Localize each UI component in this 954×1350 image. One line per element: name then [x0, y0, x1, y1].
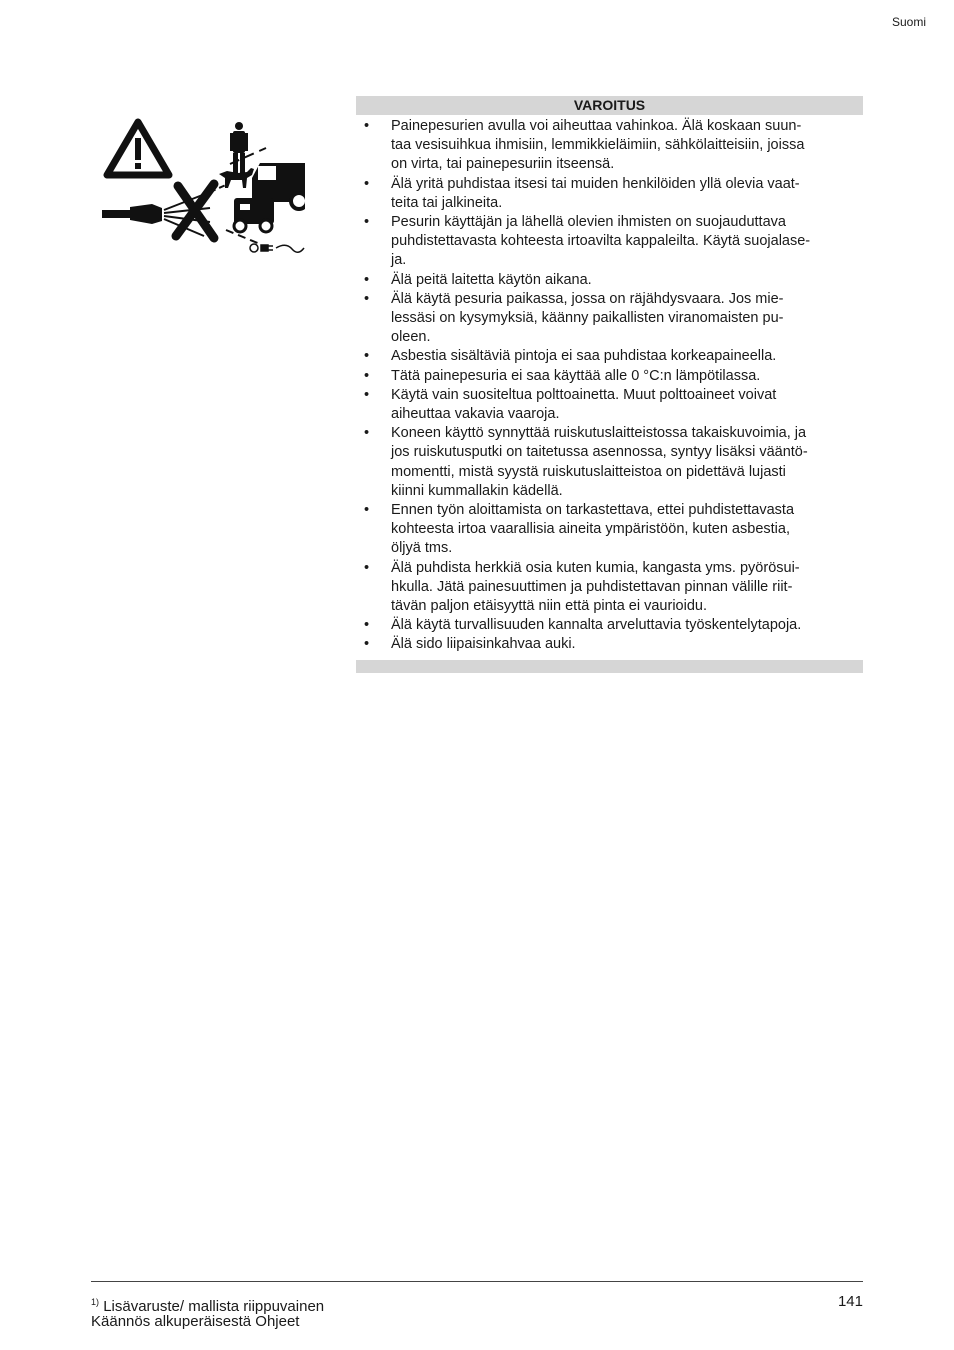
warning-footer-bar — [356, 660, 863, 673]
list-item-text: Älä käytä pesuria paikassa, jossa on räjähdysvaara. Jos mie- lessäsi on kysymyksiä, käänny paikallisten viranomaisten pu- oleen. — [391, 290, 784, 346]
pressure-washer-icon — [234, 198, 274, 232]
bullet-icon: • — [364, 367, 370, 384]
list-item — [356, 635, 863, 654]
list-item — [356, 117, 863, 175]
bullet-icon: • — [364, 175, 370, 192]
warning-box — [356, 96, 863, 673]
bullet-icon: • — [364, 386, 370, 403]
list-item-text: Älä sido liipaisinkahvaa auki. — [391, 636, 576, 653]
person-icon — [230, 122, 248, 175]
bullet-icon: • — [364, 118, 370, 134]
list-item-text: Älä käytä turvallisuuden kannalta arveluttavia työskentelytapoja. — [391, 617, 802, 634]
list-item — [356, 501, 863, 559]
translation-note: Käännös alkuperäisestä Ohjeet — [91, 1313, 300, 1330]
bullet-icon: • — [364, 214, 370, 231]
list-item — [356, 213, 863, 271]
list-item — [356, 347, 863, 366]
bullet-icon: • — [364, 559, 370, 576]
list-item-text: Älä puhdista herkkiä osia kuten kumia, kangasta yms. pyörösui- hkulla. Jätä painesuuttimen ja puhdistettavan pinnan välille riit- tävän paljon etäisyyttä niin että pinta ei vaurioidu. — [391, 559, 800, 615]
list-item-text: Pesurin käyttäjän ja lähellä olevien ihmisten on suojauduttava puhdistettavasta kohteesta irtoavilta kappaleilta. Käytä suojalase- ja. — [391, 214, 811, 269]
warning-title: VAROITUS — [356, 96, 863, 115]
list-item — [356, 616, 863, 635]
bullet-icon: • — [364, 502, 370, 519]
list-item — [356, 386, 863, 424]
list-item — [356, 367, 863, 386]
list-item-text: Älä peitä laitetta käytön aikana. — [391, 271, 592, 288]
list-item-text: Painepesurien avulla voi aiheuttaa vahinkoa. Älä koskaan suun- taa vesisuihkua ihmisiin, lemmikkieläimiin, sähkölaitteisiin, joissa on virta, tai painepesuriin itseensä. — [391, 118, 805, 173]
bullet-icon: • — [364, 271, 370, 288]
list-item-text: Koneen käyttö synnyttää ruiskutuslaitteistossa takaiskuvoimia, ja jos ruiskutusputki on taitetussa asennossa, syntyy lisäksi vääntö- momentti, mistä syystä ruiskutuslaitteistoa on pidettävä lujasti kiinni kummallakin kädellä. — [391, 425, 808, 499]
list-item-text: Asbestia sisältäviä pintoja ei saa puhdistaa korkeapaineella. — [391, 348, 777, 365]
list-item-text: Käytä vain suositeltua polttoainetta. Muut polttoaineet voivat aiheuttaa vakavia vaaroja. — [391, 386, 777, 423]
warning-list — [356, 115, 863, 655]
bullet-icon: • — [364, 348, 370, 365]
list-item — [356, 424, 863, 501]
list-item — [356, 271, 863, 290]
list-item-text: Älä yritä puhdistaa itsesi tai muiden henkilöiden yllä olevia vaat- teita tai jalkineita. — [391, 175, 800, 211]
list-item-text: Ennen työn aloittamista on tarkastettava, ettei puhdistettavasta kohteesta irtoa vaarallisia aineita ympäristöön, kuten asbestia, öljyä tms. — [391, 502, 795, 557]
language-label: Suomi — [891, 15, 926, 29]
page-number: 141 — [837, 1293, 863, 1310]
footer-divider — [91, 1281, 863, 1282]
list-item — [356, 559, 863, 617]
safety-illustration — [100, 118, 305, 266]
bullet-icon: • — [364, 290, 370, 307]
list-item — [356, 175, 863, 213]
footnote-text: Lisävaruste/ mallista riippuvainen — [103, 1298, 325, 1315]
bullet-icon: • — [364, 617, 370, 634]
warning-triangle-icon — [107, 122, 169, 175]
list-item — [356, 290, 863, 348]
bullet-icon: • — [364, 425, 370, 442]
bullet-icon: • — [364, 636, 370, 653]
footnote-marker: 1) — [91, 1297, 100, 1307]
power-plug-icon — [250, 244, 304, 252]
list-item-text: Tätä painepesuria ei saa käyttää alle 0 °C:n lämpötilassa. — [391, 367, 761, 384]
